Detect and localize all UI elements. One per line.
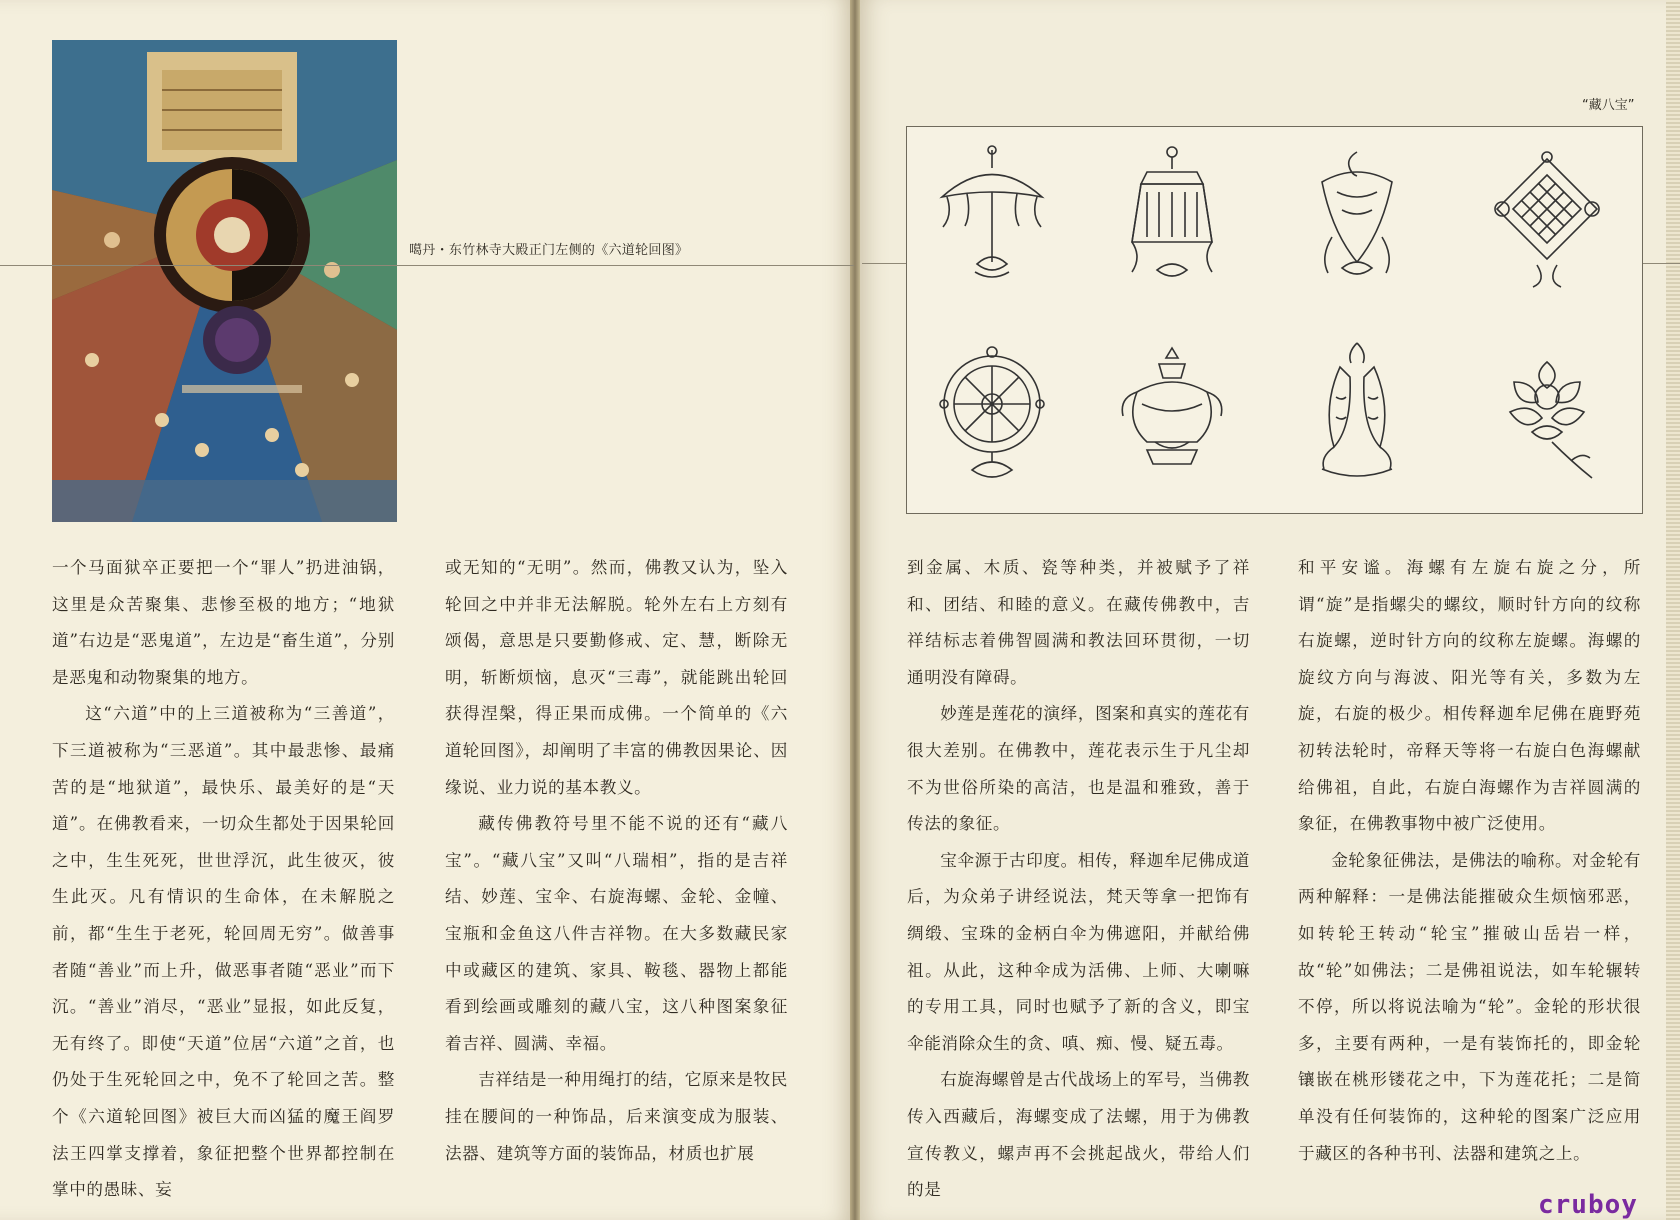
paragraph: 或无知的“无明”。然而，佛教又认为，坠入轮回之中并非无法解脱。轮外左右上方刻有颂偈，意思是只要勤修戒、定、慧，断除无明，斩断烦恼，息灭“三毒”，就能跳出轮回获得涅槃，得正果而成佛。一个简单的《六道轮回图》，却阐明了丰富的佛教因果论、因缘说、业力说的基本教义。 xyxy=(445,558,788,797)
left-column-2 xyxy=(445,550,788,1172)
right-column-1 xyxy=(907,550,1250,1209)
treasure-vase-icon xyxy=(1107,342,1237,492)
painting-caption: 噶丹・东竹林寺大殿正门左侧的《六道轮回图》 xyxy=(409,243,689,258)
left-column-1 xyxy=(52,550,395,1209)
paragraph: 和平安谧。海螺有左旋右旋之分，所谓“旋”是指螺尖的螺纹，顺时针方向的纹称右旋螺，逆时针方向的纹称左旋螺。海螺的旋纹方向与海波、阳光等有关，多数为左旋，右旋的极少。相传释迦牟尼佛在鹿野苑初转法轮时，帝释天等将一右旋白色海螺献给佛祖，自此，右旋白海螺作为吉祥圆满的象征，在佛教事物中被广泛使用。 xyxy=(1298,558,1641,834)
parasol-icon xyxy=(927,142,1057,292)
page-edge xyxy=(1666,0,1680,1220)
paragraph: 这“六道”中的上三道被称为“三善道”，下三道被称为“三恶道”。其中最悲惨、最痛苦的是“地狱道”，最快乐、最美好的是“天道”。在佛教看来，一切众生都处于因果轮回之中，生生死死，世世浮沉，此生彼灭，彼生此灭。凡有情识的生命体，在未解脱之前，都“生生于老死，轮回周无穷”。做善事者随“善业”而上升，做恶事者随“恶业”而下沉。“善业”消尽，“恶业”显报，如此反复，无有终了。即使“天道”位居“六道”之首，也仍处于生死轮回之中，免不了轮回之苦。整个《六道轮回图》被巨大而凶猛的魔王阎罗法王四掌支撑着，象征把整个世界都控制在掌中的愚昧、妄 xyxy=(52,704,395,1200)
book-spine xyxy=(850,0,860,1220)
watermark-text: cruboy xyxy=(1538,1190,1638,1220)
eight-symbols-box xyxy=(906,126,1643,514)
right-column-2 xyxy=(1298,550,1641,1172)
caption-rule xyxy=(0,265,854,266)
victory-banner-icon xyxy=(1107,142,1237,292)
paragraph: 右旋海螺曾是古代战场上的军号，当佛教传入西藏后，海螺变成了法螺，用于为佛教宣传教义，螺声再不会挑起战火，带给人们的是 xyxy=(907,1070,1250,1200)
paragraph: 妙莲是莲花的演绎，图案和真实的莲花有很大差别。在佛教中，莲花表示生于凡尘却不为世俗所染的高洁，也是温和雅致，善于传法的象征。 xyxy=(907,704,1250,834)
paragraph: 宝伞源于古印度。相传，释迦牟尼佛成道后，为众弟子讲经说法，梵天等拿一把饰有绸缎、宝珠的金柄白伞为佛遮阳，并献给佛祖。从此，这种伞成为活佛、上师、大喇嘛的专用工具，同时也赋予了新的含义，即宝伞能消除众生的贪、嗔、痴、慢、疑五毒。 xyxy=(907,850,1250,1053)
paragraph: 到金属、木质、瓷等种类，并被赋予了祥和、团结、和睦的意义。在藏传佛教中，吉祥结标志着佛智圆满和教法回环贯彻，一切通明没有障碍。 xyxy=(907,558,1250,687)
endless-knot-icon xyxy=(1482,147,1612,297)
section-title: “藏八宝” xyxy=(1582,98,1635,113)
paragraph: 一个马面狱卒正要把一个“罪人”扔进油锅，这里是众苦聚集、悲惨至极的地方；“地狱道”右边是“恶鬼道”，左边是“畜生道”，分别是恶鬼和动物聚集的地方。 xyxy=(52,558,395,687)
golden-fish-icon xyxy=(1292,337,1422,487)
dharma-wheel-icon xyxy=(927,342,1057,492)
conch-shell-icon xyxy=(1292,142,1422,292)
six-realms-painting xyxy=(52,40,397,522)
paragraph: 吉祥结是一种用绳打的结，它原来是牧民挂在腰间的一种饰品，后来演变成为服装、法器、建筑等方面的装饰品，材质也扩展 xyxy=(445,1070,788,1163)
paragraph: 藏传佛教符号里不能不说的还有“藏八宝”。“藏八宝”又叫“八瑞相”，指的是吉祥结、妙莲、宝伞、右旋海螺、金轮、金幢、宝瓶和金鱼这八件吉祥物。在大多数藏民家中或藏区的建筑、家具、鞍毯、器物上都能看到绘画或雕刻的藏八宝，这八种图案象征着吉祥、圆满、幸福。 xyxy=(445,814,788,1053)
lotus-icon xyxy=(1482,342,1612,492)
paragraph: 金轮象征佛法，是佛法的喻称。对金轮有两种解释：一是佛法能摧破众生烦恼邪恶，如转轮王转动“轮宝”摧破山岳岩一样，故“轮”如佛法；二是佛祖说法，如车轮辗转不停，所以将说法喻为“轮”。金轮的形状很多，主要有两种，一是有装饰托的，即金轮镶嵌在桃形镂花之中，下为莲花托；二是简单没有任何装饰的，这种轮的图案广泛应用于藏区的各种书刊、法器和建筑之上。 xyxy=(1298,850,1641,1163)
